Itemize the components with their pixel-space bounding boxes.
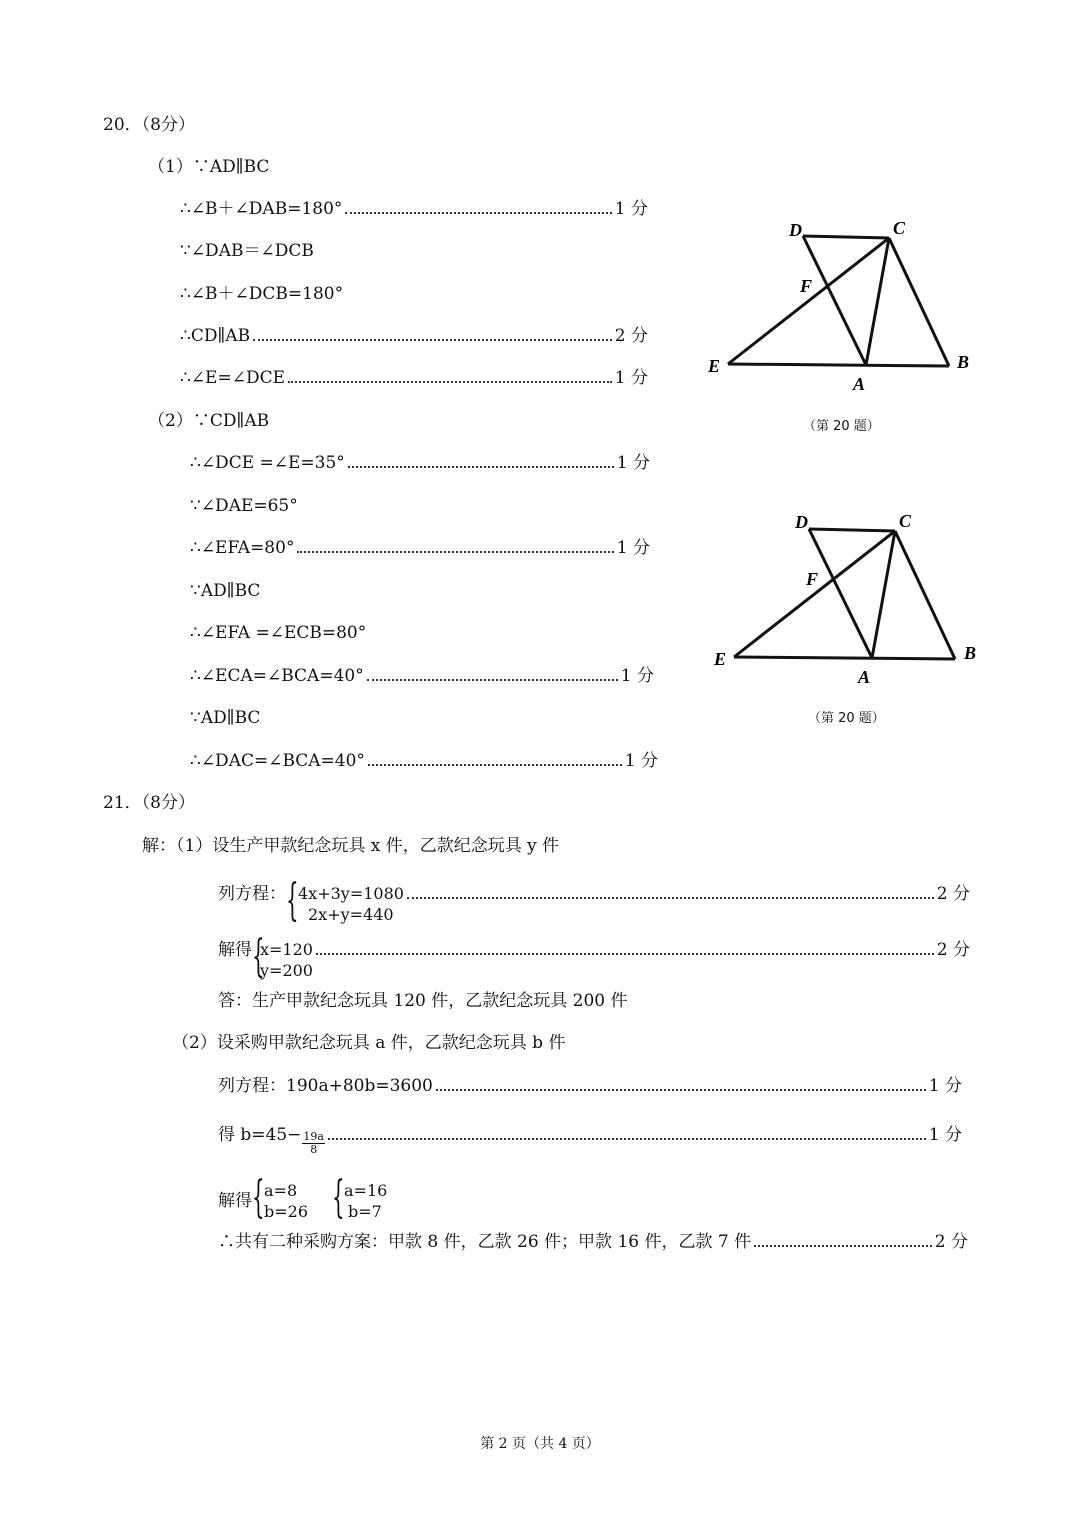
points-badge: 1 分 <box>616 453 650 473</box>
q20-part2-given-text: ∵CD∥AB <box>192 411 270 431</box>
label-b: B <box>957 352 970 372</box>
leader-dots <box>345 212 611 214</box>
solution-system-1 <box>252 1172 309 1223</box>
q20-part2-label: （2） <box>148 411 193 431</box>
q21-part2-derivation-prefix: 得 b=45− <box>218 1125 302 1145</box>
label-d: D <box>795 512 808 532</box>
segment-ec <box>734 531 895 657</box>
brace-icon: { <box>252 931 265 982</box>
solution-x: x=120 <box>260 940 313 959</box>
q20-part2-line8-text: ∴∠DAC=∠BCA=40° <box>190 751 365 771</box>
label-e: E <box>708 356 721 376</box>
brace-icon: { <box>252 1172 265 1223</box>
q20-part2-line7: ∵AD∥BC <box>190 708 261 728</box>
segment-dc <box>803 236 889 238</box>
q21-conclusion <box>218 1231 968 1253</box>
label-b: B <box>964 643 977 663</box>
points-badge: 1 分 <box>928 1125 962 1145</box>
q20-part2-line5: ∴∠EFA =∠ECB=80° <box>190 623 367 643</box>
q21-part2-equation <box>218 1075 962 1097</box>
leader-dots <box>436 1089 926 1091</box>
solution-system-2 <box>332 1172 388 1223</box>
points-badge: 1 分 <box>928 1076 962 1096</box>
segment-eb <box>734 657 955 659</box>
segment-da <box>809 529 872 658</box>
label-f: F <box>806 569 819 589</box>
solution-b1: b=26 <box>264 1202 309 1221</box>
q21-header: 21．（8分） <box>103 793 195 813</box>
q20-part2-line6 <box>190 665 654 687</box>
equation-system <box>286 875 404 926</box>
q20-part2-line1-text: ∴∠DCE =∠E=35° <box>190 453 345 473</box>
q20-part1-line2: ∵∠DAB＝∠DCB <box>180 241 314 261</box>
segment-ca <box>872 531 895 658</box>
q20-header: 20．（8分） <box>103 115 195 135</box>
q21-part2-equation-text: 列方程：190a+80b=3600 <box>218 1076 433 1096</box>
solution-a2: a=16 <box>344 1181 388 1200</box>
segment-da <box>803 236 866 365</box>
q20-figure-1 <box>700 210 990 400</box>
q21-sol-label: 解得 <box>218 940 252 960</box>
label-c: C <box>893 218 906 238</box>
brace-icon: { <box>332 1172 345 1223</box>
label-f: F <box>800 276 813 296</box>
equation-1: 4x+3y=1080 <box>298 884 404 903</box>
leader-dots <box>407 897 934 899</box>
label-e: E <box>714 649 727 669</box>
leader-dots <box>367 679 618 681</box>
segment-ec <box>728 238 889 364</box>
solution-system <box>252 931 313 982</box>
q20-part1-line3: ∴∠B＋∠DCB=180° <box>180 284 344 304</box>
q21-part2-intro: （2）设采购甲款纪念玩具 a 件，乙款纪念玩具 b 件 <box>172 1033 566 1053</box>
q21-part2-solutions <box>218 1172 388 1223</box>
q20-part2-line2: ∵∠DAE=65° <box>190 496 298 516</box>
label-c: C <box>899 511 912 531</box>
q20-figure-2 <box>705 502 995 692</box>
points-badge: 1 分 <box>616 538 650 558</box>
solution-a1: a=8 <box>264 1181 298 1200</box>
q20-figure-2-caption: （第 20 题） <box>808 711 885 726</box>
fraction <box>302 1131 325 1156</box>
segment-ca <box>866 238 889 365</box>
points-badge: 2 分 <box>936 940 970 960</box>
q20-part2-line4: ∵AD∥BC <box>190 581 261 601</box>
points-badge: 2 分 <box>936 884 970 904</box>
fraction-numerator: 19a <box>303 1130 324 1143</box>
leader-dots <box>316 953 934 955</box>
leader-dots <box>253 339 612 341</box>
solution-b2: b=7 <box>348 1202 382 1221</box>
q20-part1-line1 <box>180 198 648 220</box>
leader-dots <box>754 1245 932 1247</box>
leader-dots <box>368 764 622 766</box>
points-badge: 1 分 <box>614 199 648 219</box>
q20-part2-line3-text: ∴∠EFA=80° <box>190 538 295 558</box>
q20-part2-line1 <box>190 452 650 474</box>
segment-dc <box>809 529 895 531</box>
q21-equation-system <box>218 875 970 926</box>
points-badge: 1 分 <box>614 368 648 388</box>
leader-dots <box>297 551 613 553</box>
q20-figure-1-caption: （第 20 题） <box>803 419 880 434</box>
points-badge: 1 分 <box>620 666 654 686</box>
leader-dots <box>288 381 612 383</box>
q20-part2-line8 <box>190 750 658 772</box>
q21-intro: 解：（1）设生产甲款纪念玩具 x 件，乙款纪念玩具 y 件 <box>142 836 560 856</box>
q20-part1-line4-text: ∴CD∥AB <box>180 326 251 346</box>
points-badge: 2 分 <box>934 1232 968 1252</box>
solution-y: y=200 <box>260 961 313 980</box>
q21-part2-sol-label: 解得 <box>218 1191 252 1211</box>
brace-icon: { <box>286 875 299 926</box>
q20-part1-label: （1） <box>148 157 193 177</box>
q21-conclusion-text: ∴共有二种采购方案：甲款 8 件，乙款 26 件；甲款 16 件，乙款 7 件 <box>218 1232 752 1252</box>
q20-part1-line5-text: ∴∠E=∠DCE <box>180 368 286 388</box>
q21-solution-system <box>218 931 970 982</box>
q20-part1-line5 <box>180 367 648 389</box>
leader-dots <box>348 466 614 468</box>
segment-eb <box>728 364 949 366</box>
q20-part2-line3 <box>190 537 650 559</box>
segment-cb <box>895 531 955 659</box>
points-badge: 2 分 <box>614 326 648 346</box>
q20-part1-given <box>148 156 269 178</box>
label-a: A <box>858 667 871 687</box>
equation-2: 2x+y=440 <box>308 905 394 924</box>
q20-part2-given <box>148 410 269 432</box>
q20-part1-line1-text: ∴∠B＋∠DAB=180° <box>180 199 343 219</box>
q21-eq-label: 列方程： <box>218 884 286 904</box>
q21-part2-derivation <box>218 1124 962 1156</box>
leader-dots <box>328 1138 926 1140</box>
page-footer: 第 2 页（共 4 页） <box>480 1436 600 1452</box>
fraction-denominator: 8 <box>310 1143 318 1156</box>
q20-part1-line4 <box>180 325 648 347</box>
q20-part2-line6-text: ∴∠ECA=∠BCA=40° <box>190 666 364 686</box>
q20-part1-given-text: ∵AD∥BC <box>192 157 270 177</box>
label-d: D <box>789 220 802 240</box>
points-badge: 1 分 <box>624 751 658 771</box>
label-a: A <box>853 374 866 394</box>
segment-cb <box>889 238 949 366</box>
q21-answer: 答：生产甲款纪念玩具 120 件，乙款纪念玩具 200 件 <box>218 991 628 1011</box>
